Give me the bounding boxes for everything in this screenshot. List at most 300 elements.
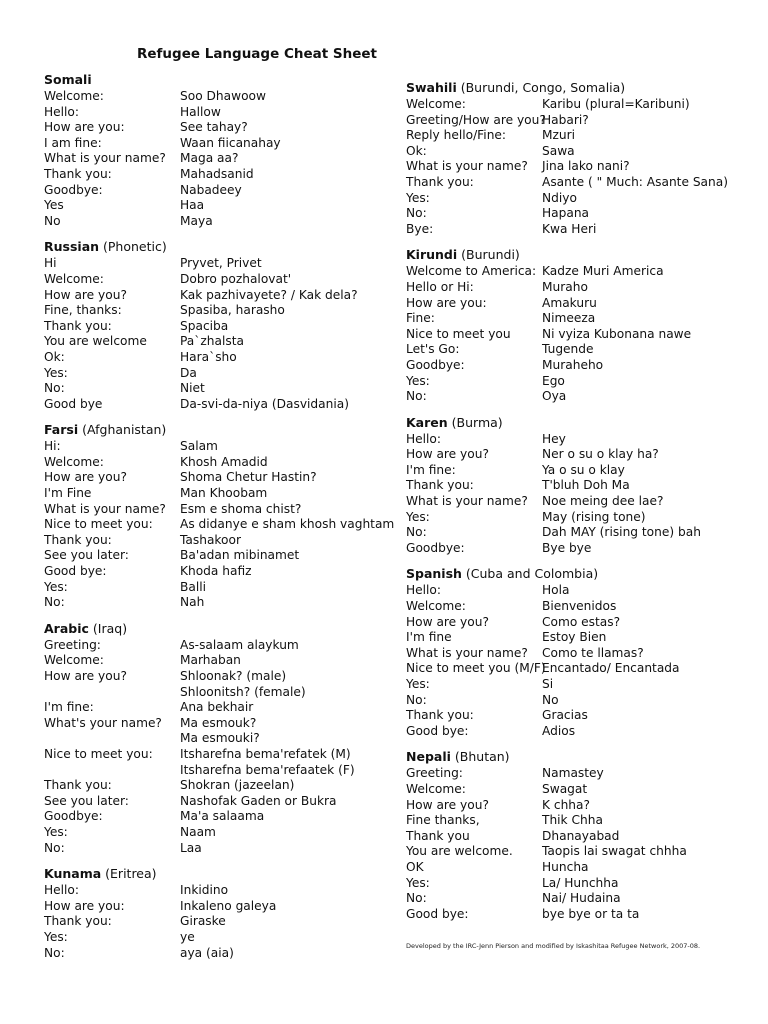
- translated-phrase: Hara`sho: [180, 349, 237, 364]
- translated-phrase: Hapana: [542, 206, 590, 221]
- translated-phrase: Bienvenidos: [542, 599, 617, 614]
- translated-phrase: Noe meing dee lae?: [542, 494, 664, 509]
- language-region-note: (Burma): [451, 414, 503, 430]
- phrase-row: [406, 599, 746, 615]
- translated-phrase: Niet: [180, 381, 205, 396]
- language-section-russian: [44, 239, 374, 412]
- translated-phrase: Adios: [542, 723, 576, 738]
- english-phrase: Bye:: [406, 221, 434, 236]
- phrase-row: [44, 288, 374, 304]
- translated-phrase: Swagat: [542, 781, 588, 796]
- english-phrase: Welcome:: [406, 781, 466, 796]
- phrase-row: [406, 222, 746, 238]
- language-name: Farsi: [44, 422, 79, 438]
- phrase-row: [44, 366, 374, 382]
- english-phrase: No:: [44, 595, 65, 610]
- translated-phrase: Kak pazhivayete? / Kak dela?: [180, 287, 358, 302]
- language-section-kirundi: [406, 247, 746, 404]
- english-phrase: [44, 763, 180, 779]
- translated-phrase: Haa: [180, 198, 205, 213]
- phrase-row: [406, 159, 746, 175]
- english-phrase: Nice to meet you: [406, 326, 511, 341]
- english-phrase: Nice to meet you (M/F): [406, 661, 546, 676]
- english-phrase: Yes:: [406, 509, 430, 524]
- phrase-row: [406, 358, 746, 374]
- english-phrase: Hello:: [44, 883, 79, 898]
- translated-phrase: Khoda hafiz: [180, 564, 252, 579]
- phrase-row: [406, 494, 746, 510]
- language-section-somali: [44, 72, 374, 229]
- translated-phrase: Kwa Heri: [542, 221, 597, 236]
- english-phrase: Ok:: [406, 143, 427, 158]
- phrase-row: [44, 946, 374, 962]
- phrase-row: [406, 327, 746, 343]
- phrase-row: [44, 486, 374, 502]
- phrase-row: [406, 144, 746, 160]
- english-phrase: Good bye:: [406, 723, 469, 738]
- translated-phrase: Khosh Amadid: [180, 454, 268, 469]
- phrase-row: [44, 470, 374, 486]
- english-phrase: Hello:: [406, 583, 441, 598]
- phrase-row: [406, 342, 746, 358]
- english-phrase: I'm fine:: [44, 700, 94, 715]
- translated-phrase: Ner o su o klay ha?: [542, 447, 659, 462]
- english-phrase: How are you?: [44, 669, 127, 683]
- translated-phrase: Mahadsanid: [180, 166, 254, 181]
- language-name: Somali: [44, 72, 92, 87]
- english-phrase: Thank you:: [406, 478, 474, 493]
- english-phrase: Hello or Hi:: [406, 279, 474, 294]
- english-phrase: Nice to meet you:: [44, 746, 153, 761]
- translated-phrase: Pryvet, Privet: [180, 256, 262, 271]
- language-name: Spanish: [406, 566, 462, 582]
- language-region-note: (Afghanistan): [82, 422, 167, 438]
- translated-phrase: Mzuri: [542, 128, 576, 143]
- english-phrase: No:: [406, 389, 427, 404]
- phrase-row: [406, 708, 746, 724]
- translated-phrase: Laa: [180, 840, 202, 855]
- english-phrase: What's your name?: [44, 715, 162, 730]
- translated-phrase: Muraheho: [542, 357, 604, 372]
- english-phrase: Reply hello/Fine:: [406, 128, 507, 143]
- language-heading: [406, 247, 746, 263]
- english-phrase: Yes:: [44, 824, 68, 839]
- phrase-row: [44, 685, 374, 701]
- language-name: Russian: [44, 239, 100, 255]
- language-heading: [44, 72, 374, 88]
- english-phrase: No:: [406, 525, 427, 540]
- english-phrase: No:: [44, 840, 65, 855]
- phrase-row: [44, 151, 374, 167]
- translated-phrase: See tahay?: [180, 120, 248, 135]
- translated-phrase: Salam: [180, 439, 218, 454]
- english-phrase: Welcome:: [44, 89, 104, 103]
- phrase-row: [44, 397, 374, 413]
- translated-phrase: Maya: [180, 213, 213, 228]
- translated-phrase: Giraske: [180, 914, 226, 929]
- english-phrase: Nice to meet you:: [44, 517, 153, 532]
- phrase-row: [44, 89, 374, 105]
- phrase-row: [406, 478, 746, 494]
- language-section-kunama: [44, 866, 374, 961]
- translated-phrase: La/ Hunchha: [542, 875, 619, 890]
- footer-credit: Developed by the IRC-Jenn Pierson and modified by Iskashitaa Refugee Network, 2007-08.: [406, 942, 701, 950]
- phrase-row: [44, 502, 374, 518]
- phrase-row: [44, 136, 374, 152]
- english-phrase: How are you?: [406, 614, 489, 629]
- phrase-row: [406, 296, 746, 312]
- phrase-row: [406, 264, 746, 280]
- phrase-row: [406, 891, 746, 907]
- english-phrase: Thank you: [406, 828, 470, 843]
- phrase-row: [44, 167, 374, 183]
- phrase-row: [44, 319, 374, 335]
- translated-phrase: Spaciba: [180, 318, 229, 333]
- english-phrase: What is your name?: [406, 159, 528, 174]
- phrase-row: [406, 844, 746, 860]
- phrase-row: [406, 876, 746, 892]
- language-heading: [44, 422, 374, 438]
- english-phrase: No:: [44, 945, 65, 960]
- phrase-row: [406, 510, 746, 526]
- language-heading: [406, 415, 746, 431]
- translated-phrase: Hey: [542, 431, 566, 446]
- phrase-row: [44, 595, 374, 611]
- phrase-row: [406, 646, 746, 662]
- translated-phrase: Pa`zhalsta: [180, 334, 244, 349]
- translated-phrase: Dhanayabad: [542, 828, 620, 843]
- translated-phrase: Habari?: [542, 112, 589, 127]
- english-phrase: Yes:: [406, 677, 430, 691]
- phrase-row: [406, 206, 746, 222]
- translated-phrase: Estoy Bien: [542, 630, 607, 645]
- english-phrase: I'm fine:: [406, 462, 456, 477]
- english-phrase: Good bye: [44, 396, 103, 411]
- english-phrase: Welcome:: [406, 599, 466, 614]
- phrase-row: [44, 716, 374, 732]
- english-phrase: Welcome:: [406, 97, 466, 111]
- english-phrase: Goodbye:: [44, 182, 103, 197]
- translated-phrase: Muraho: [542, 279, 588, 294]
- phrase-row: [406, 907, 746, 923]
- phrase-row: [44, 350, 374, 366]
- translated-phrase: Kadze Muri America: [542, 264, 664, 279]
- english-phrase: How are you?: [44, 470, 127, 485]
- phrase-row: [406, 432, 746, 448]
- phrase-row: [406, 525, 746, 541]
- translated-phrase: Ma esmouk?: [180, 715, 257, 730]
- phrase-row: [406, 583, 746, 599]
- translated-phrase: Shloonak? (male): [180, 669, 287, 683]
- phrase-row: [44, 653, 374, 669]
- language-heading: [406, 566, 746, 582]
- phrase-row: [44, 763, 374, 779]
- phrase-row: [44, 455, 374, 471]
- translated-phrase: No: [542, 692, 559, 707]
- translated-phrase: ye: [180, 929, 195, 944]
- phrase-row: [406, 615, 746, 631]
- translated-phrase: Hola: [542, 583, 570, 598]
- language-region-note: (Bhutan): [454, 749, 510, 765]
- phrase-row: [44, 214, 374, 230]
- language-name: Swahili: [406, 80, 457, 95]
- phrase-row: [44, 272, 374, 288]
- translated-phrase: May (rising tone): [542, 509, 646, 524]
- translated-phrase: Marhaban: [180, 653, 241, 668]
- language-region-note: (Iraq): [92, 620, 128, 636]
- language-heading: [44, 866, 374, 882]
- english-phrase: How are you?: [44, 287, 127, 302]
- phrase-row: [406, 661, 746, 677]
- phrase-row: [406, 191, 746, 207]
- translated-phrase: Shloonitsh? (female): [180, 684, 306, 699]
- english-phrase: Yes: [44, 198, 64, 213]
- english-phrase: Ok:: [44, 349, 65, 364]
- translated-phrase: Ndiyo: [542, 190, 577, 205]
- english-phrase: Goodbye:: [406, 540, 465, 555]
- translated-phrase: Jina lako nani?: [542, 159, 630, 174]
- phrase-row: [44, 120, 374, 136]
- english-phrase: How are you?: [406, 797, 489, 812]
- translated-phrase: Da-svi-da-niya (Dasvidania): [180, 396, 349, 411]
- phrase-row: [44, 825, 374, 841]
- language-heading: [406, 80, 746, 96]
- phrase-row: [44, 105, 374, 121]
- translated-phrase: Amakuru: [542, 295, 597, 310]
- english-phrase: I'm fine: [406, 630, 452, 645]
- translated-phrase: Ma esmouki?: [180, 731, 260, 746]
- language-name: Kunama: [44, 866, 102, 882]
- english-phrase: How are you:: [44, 898, 125, 913]
- english-phrase: Hello:: [406, 431, 441, 446]
- english-phrase: Good bye:: [406, 906, 469, 921]
- translated-phrase: Hallow: [180, 104, 221, 119]
- translated-phrase: As didanye e sham khosh vaghtam: [180, 517, 395, 532]
- translated-phrase: Ba'adan mibinamet: [180, 548, 300, 563]
- english-phrase: See you later:: [44, 548, 129, 563]
- english-phrase: Yes:: [44, 929, 68, 944]
- translated-phrase: Nimeeza: [542, 311, 596, 326]
- english-phrase: How are you:: [406, 295, 487, 310]
- english-phrase: How are you:: [44, 120, 125, 135]
- english-phrase: Thank you:: [44, 166, 112, 181]
- translated-phrase: Thik Chha: [542, 813, 603, 828]
- translated-phrase: Oya: [542, 389, 567, 404]
- translated-phrase: As-salaam alaykum: [180, 637, 299, 652]
- translated-phrase: Como te llamas?: [542, 645, 644, 660]
- translated-phrase: Karibu (plural=Karibuni): [542, 97, 690, 111]
- english-phrase: See you later:: [44, 793, 129, 808]
- phrase-row: [44, 439, 374, 455]
- phrase-row: [406, 175, 746, 191]
- translated-phrase: bye bye or ta ta: [542, 906, 640, 921]
- english-phrase: No:: [44, 381, 65, 396]
- language-section-farsi: [44, 422, 395, 611]
- phrase-row: [44, 548, 374, 564]
- translated-phrase: Ana bekhair: [180, 700, 254, 715]
- english-phrase: Greeting/How are you?: [406, 112, 546, 127]
- phrase-row: [44, 700, 374, 716]
- english-phrase: Yes:: [44, 365, 68, 380]
- phrase-row: [406, 463, 746, 479]
- phrase-row: [44, 256, 374, 272]
- language-name: Kirundi: [406, 247, 458, 263]
- translated-phrase: Itsharefna bema'refaatek (F): [180, 762, 355, 777]
- language-region-note: (Cuba and Colombia): [465, 566, 599, 582]
- phrase-row: [406, 798, 746, 814]
- language-section-spanish: [406, 566, 746, 739]
- phrase-row: [406, 311, 746, 327]
- english-phrase: Thank you:: [406, 174, 474, 189]
- translated-phrase: Nashofak Gaden or Bukra: [180, 793, 337, 808]
- phrase-row: [44, 930, 374, 946]
- translated-phrase: Inkaleno galeya: [180, 898, 277, 913]
- language-name: Karen: [406, 414, 448, 430]
- translated-phrase: Shoma Chetur Hastin?: [180, 470, 317, 485]
- english-phrase: No: [44, 213, 61, 228]
- translated-phrase: aya (aia): [180, 945, 234, 960]
- phrase-row: [406, 113, 746, 129]
- english-phrase: Fine:: [406, 311, 435, 326]
- phrase-row: [44, 533, 374, 549]
- translated-phrase: Itsharefna bema'refatek (M): [180, 746, 351, 761]
- english-phrase: Thank you:: [44, 914, 112, 929]
- english-phrase: I am fine:: [44, 135, 102, 150]
- phrase-row: [44, 183, 374, 199]
- english-phrase: Hi: [44, 256, 57, 271]
- phrase-row: [44, 638, 374, 654]
- english-phrase: [44, 731, 180, 747]
- translated-phrase: Tashakoor: [180, 532, 241, 547]
- translated-phrase: Spasiba, harasho: [180, 303, 285, 318]
- translated-phrase: Como estas?: [542, 614, 621, 629]
- english-phrase: No:: [406, 206, 427, 221]
- translated-phrase: Inkidino: [180, 883, 229, 898]
- phrase-row: [44, 899, 374, 915]
- translated-phrase: Balli: [180, 579, 206, 594]
- right-column: [406, 80, 746, 932]
- english-phrase: What is your name?: [44, 501, 166, 516]
- phrase-row: [406, 541, 746, 557]
- phrase-row: [44, 580, 374, 596]
- translated-phrase: Si: [542, 677, 554, 691]
- translated-phrase: Nabadeey: [180, 182, 242, 197]
- phrase-row: [44, 564, 374, 580]
- language-heading: [406, 749, 746, 765]
- language-section-karen: [406, 415, 746, 557]
- english-phrase: Greeting:: [44, 637, 101, 652]
- translated-phrase: K chha?: [542, 797, 590, 812]
- phrase-row: [406, 782, 746, 798]
- translated-phrase: Naam: [180, 824, 216, 839]
- translated-phrase: Ni vyiza Kubonana nawe: [542, 326, 692, 341]
- english-phrase: Welcome:: [44, 454, 104, 469]
- phrase-row: [406, 724, 746, 740]
- english-phrase: Welcome to America:: [406, 264, 537, 279]
- translated-phrase: Ma'a salaama: [180, 809, 265, 824]
- english-phrase: How are you?: [406, 447, 489, 462]
- english-phrase: Yes:: [406, 373, 430, 388]
- phrase-row: [406, 374, 746, 390]
- english-phrase: Yes:: [406, 190, 430, 205]
- translated-phrase: Dobro pozhalovat': [180, 271, 292, 286]
- phrase-row: [406, 630, 746, 646]
- phrase-row: [406, 389, 746, 405]
- translated-phrase: Taopis lai swagat chhha: [542, 844, 687, 859]
- phrase-row: [44, 198, 374, 214]
- english-phrase: Thank you:: [44, 532, 112, 547]
- language-section-nepali: [406, 749, 746, 922]
- translated-phrase: Nah: [180, 595, 205, 610]
- translated-phrase: Bye bye: [542, 540, 592, 555]
- english-phrase: Welcome:: [44, 271, 104, 286]
- english-phrase: Yes:: [44, 579, 68, 594]
- phrase-row: [44, 731, 374, 747]
- english-phrase: What is your name?: [44, 151, 166, 166]
- english-phrase: Goodbye:: [406, 357, 465, 372]
- phrase-row: [406, 813, 746, 829]
- translated-phrase: Sawa: [542, 143, 575, 158]
- language-heading: [44, 621, 374, 637]
- phrase-row: [406, 693, 746, 709]
- translated-phrase: Dah MAY (rising tone) bah: [542, 525, 701, 540]
- english-phrase: You are welcome: [44, 334, 147, 349]
- language-region-note: (Burundi, Congo, Somalia): [460, 80, 626, 95]
- english-phrase: No:: [406, 692, 427, 707]
- translated-phrase: Man Khoobam: [180, 486, 268, 501]
- english-phrase: OK: [406, 859, 424, 874]
- phrase-row: [44, 841, 374, 857]
- translated-phrase: Tugende: [542, 342, 594, 357]
- language-region-note: (Burundi): [461, 247, 520, 263]
- translated-phrase: Asante ( " Much: Asante Sana): [542, 174, 728, 189]
- phrase-row: [406, 280, 746, 296]
- english-phrase: You are welcome.: [406, 844, 513, 859]
- translated-phrase: Da: [180, 365, 197, 380]
- language-section-swahili: [406, 80, 746, 237]
- translated-phrase: Gracias: [542, 708, 588, 723]
- english-phrase: Thank you:: [406, 708, 474, 723]
- phrase-row: [406, 97, 746, 113]
- english-phrase: Thank you:: [44, 778, 112, 793]
- left-column: [44, 72, 395, 971]
- phrase-row: [44, 794, 374, 810]
- phrase-row: [44, 778, 374, 794]
- english-phrase: Goodbye:: [44, 809, 103, 824]
- language-section-arabic: [44, 621, 374, 856]
- translated-phrase: Waan fiicanahay: [180, 135, 281, 150]
- english-phrase: Yes:: [406, 875, 430, 890]
- translated-phrase: Huncha: [542, 859, 589, 874]
- english-phrase: Thank you:: [44, 318, 112, 333]
- phrase-row: [406, 677, 746, 693]
- translated-phrase: Encantado/ Encantada: [542, 661, 680, 676]
- phrase-row: [406, 128, 746, 144]
- phrase-row: [44, 883, 374, 899]
- english-phrase: Good bye:: [44, 564, 107, 579]
- english-phrase: Welcome:: [44, 653, 104, 668]
- language-heading: [44, 239, 374, 255]
- phrase-row: [44, 334, 374, 350]
- phrase-row: [44, 303, 374, 319]
- phrase-row: [44, 809, 374, 825]
- phrase-row: [406, 447, 746, 463]
- english-phrase: What is your name?: [406, 494, 528, 509]
- phrase-row: [44, 669, 374, 685]
- english-phrase: I'm Fine: [44, 486, 92, 501]
- language-name: Arabic: [44, 620, 89, 636]
- translated-phrase: Ya o su o klay: [542, 462, 625, 477]
